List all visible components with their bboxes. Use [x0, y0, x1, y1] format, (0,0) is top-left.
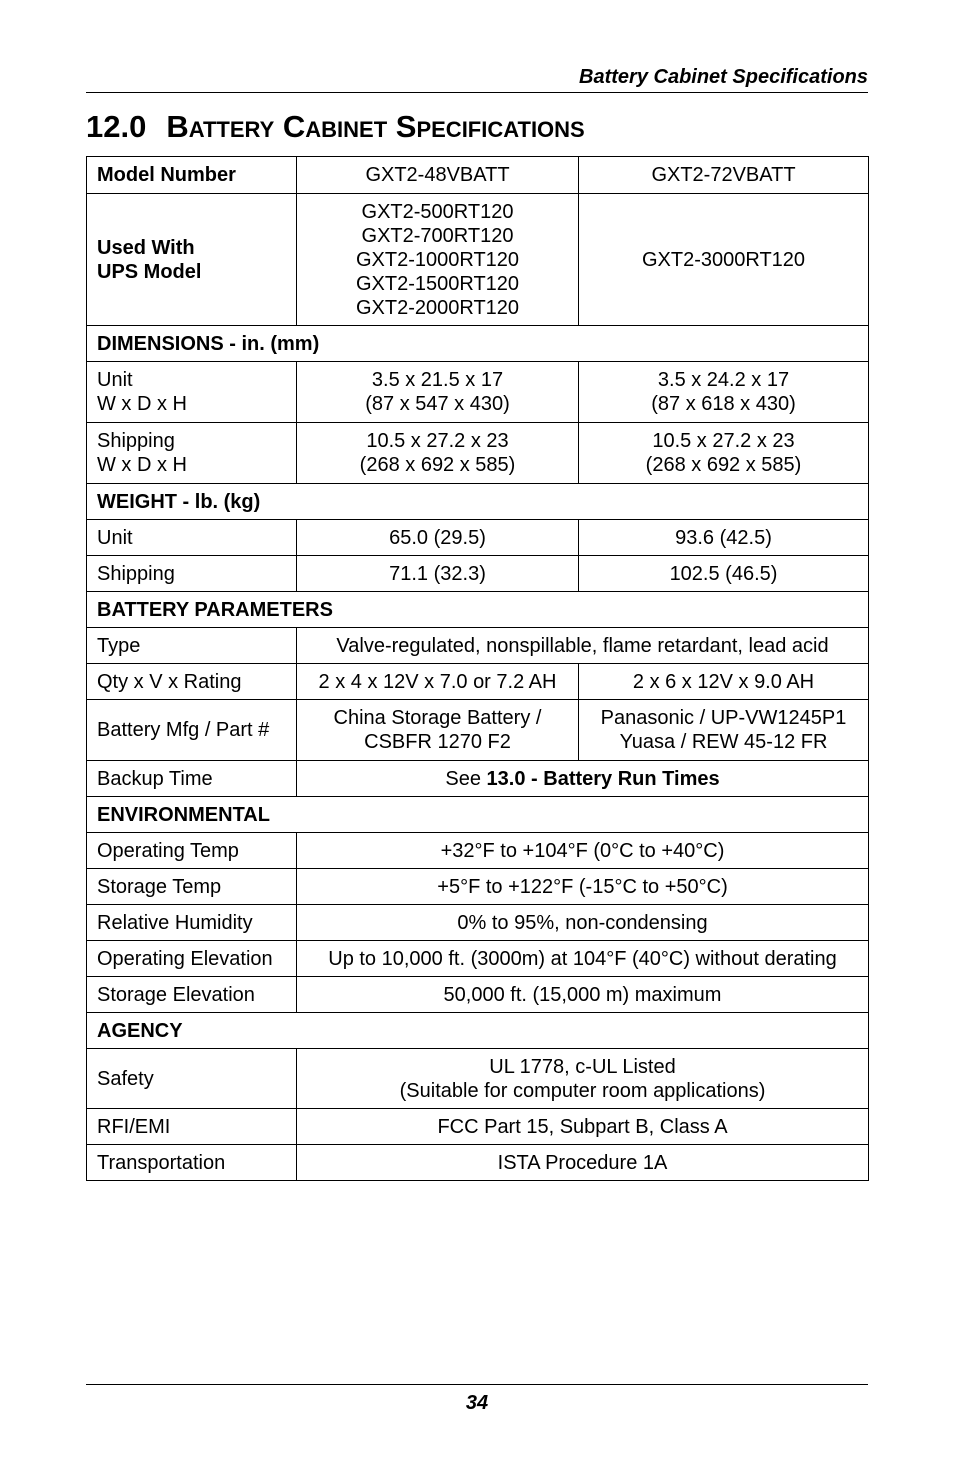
rfi-emi-value: FCC Part 15, Subpart B, Class A: [297, 1109, 869, 1145]
row-transportation: [87, 1145, 869, 1181]
environmental-header: ENVIRONMENTAL: [87, 797, 869, 833]
dimensions-header: DIMENSIONS - in. (mm): [87, 326, 869, 362]
backup-time-reference: 13.0 - Battery Run Times: [486, 767, 720, 790]
dimensions-shipping-col2: 10.5 x 27.2 x 23 (268 x 692 x 585): [579, 423, 869, 484]
section-environmental: [87, 797, 869, 833]
battery-rating-col2: 2 x 6 x 12V x 9.0 AH: [579, 664, 869, 700]
section-agency: [87, 1013, 869, 1049]
row-dimensions-shipping: [87, 423, 869, 484]
dimensions-unit-col1: 3.5 x 21.5 x 17 (87 x 547 x 430): [297, 362, 579, 423]
operating-temp-label: Operating Temp: [87, 833, 297, 869]
row-backup-time: [87, 761, 869, 797]
specifications-table: [86, 156, 869, 1181]
battery-mfg-col2: Panasonic / UP-VW1245P1 Yuasa / REW 45-12 FR: [579, 700, 869, 761]
storage-temp-label: Storage Temp: [87, 869, 297, 905]
battery-mfg-col1: China Storage Battery / CSBFR 1270 F2: [297, 700, 579, 761]
section-battery-parameters: [87, 592, 869, 628]
row-battery-type: [87, 628, 869, 664]
section-number: 12.0: [86, 109, 147, 144]
storage-temp-value: +5°F to +122°F (-15°C to +50°C): [297, 869, 869, 905]
battery-mfg-label: Battery Mfg / Part #: [87, 700, 297, 761]
row-dimensions-unit: [87, 362, 869, 423]
backup-time-value: [297, 761, 869, 797]
dimensions-shipping-col1: 10.5 x 27.2 x 23 (268 x 692 x 585): [297, 423, 579, 484]
model-number-col1: GXT2-48VBATT: [297, 157, 579, 194]
row-model-number: [87, 157, 869, 194]
row-operating-temp: [87, 833, 869, 869]
model-number-label: Model Number: [87, 157, 297, 194]
battery-type-value: Valve-regulated, nonspillable, flame retardant, lead acid: [297, 628, 869, 664]
transportation-label: Transportation: [87, 1145, 297, 1181]
rfi-emi-label: RFI/EMI: [87, 1109, 297, 1145]
row-weight-unit: [87, 520, 869, 556]
weight-shipping-col1: 71.1 (32.3): [297, 556, 579, 592]
backup-time-prefix: See: [445, 767, 487, 790]
row-used-with: [87, 194, 869, 326]
backup-time-label: Backup Time: [87, 761, 297, 797]
storage-elevation-label: Storage Elevation: [87, 977, 297, 1013]
section-dimensions: [87, 326, 869, 362]
weight-shipping-col2: 102.5 (46.5): [579, 556, 869, 592]
battery-parameters-header: BATTERY PARAMETERS: [87, 592, 869, 628]
operating-temp-value: +32°F to +104°F (0°C to +40°C): [297, 833, 869, 869]
safety-label: Safety: [87, 1049, 297, 1109]
running-header: Battery Cabinet Specifications: [579, 66, 868, 88]
row-operating-elevation: [87, 941, 869, 977]
operating-elevation-label: Operating Elevation: [87, 941, 297, 977]
row-rfi-emi: [87, 1109, 869, 1145]
used-with-label: Used With UPS Model: [87, 194, 297, 326]
page-number: 34: [465, 1392, 489, 1414]
row-battery-rating: [87, 664, 869, 700]
dimensions-unit-col2: 3.5 x 24.2 x 17 (87 x 618 x 430): [579, 362, 869, 423]
safety-value: UL 1778, c-UL Listed (Suitable for computer room applications): [297, 1049, 869, 1109]
page-title: [86, 106, 585, 148]
section-weight: [87, 484, 869, 520]
weight-shipping-label: Shipping: [87, 556, 297, 592]
used-with-col1: GXT2-500RT120 GXT2-700RT120 GXT2-1000RT120 GXT2-1500RT120 GXT2-2000RT120: [297, 194, 579, 326]
row-storage-elevation: [87, 977, 869, 1013]
row-safety: [87, 1049, 869, 1109]
weight-unit-col1: 65.0 (29.5): [297, 520, 579, 556]
dimensions-unit-label: Unit W x D x H: [87, 362, 297, 423]
row-relative-humidity: [87, 905, 869, 941]
section-title: Battery Cabinet Specifications: [166, 109, 585, 144]
footer-rule: [86, 1384, 868, 1385]
weight-unit-label: Unit: [87, 520, 297, 556]
relative-humidity-label: Relative Humidity: [87, 905, 297, 941]
dimensions-shipping-label: Shipping W x D x H: [87, 423, 297, 484]
row-battery-mfg: [87, 700, 869, 761]
weight-unit-col2: 93.6 (42.5): [579, 520, 869, 556]
battery-type-label: Type: [87, 628, 297, 664]
model-number-col2: GXT2-72VBATT: [579, 157, 869, 194]
used-with-col2: GXT2-3000RT120: [579, 194, 869, 326]
agency-header: AGENCY: [87, 1013, 869, 1049]
row-storage-temp: [87, 869, 869, 905]
operating-elevation-value: Up to 10,000 ft. (3000m) at 104°F (40°C) without derating: [297, 941, 869, 977]
transportation-value: ISTA Procedure 1A: [297, 1145, 869, 1181]
relative-humidity-value: 0% to 95%, non-condensing: [297, 905, 869, 941]
row-weight-shipping: [87, 556, 869, 592]
header-rule: [86, 92, 868, 93]
battery-rating-col1: 2 x 4 x 12V x 7.0 or 7.2 AH: [297, 664, 579, 700]
storage-elevation-value: 50,000 ft. (15,000 m) maximum: [297, 977, 869, 1013]
weight-header: WEIGHT - lb. (kg): [87, 484, 869, 520]
battery-rating-label: Qty x V x Rating: [87, 664, 297, 700]
